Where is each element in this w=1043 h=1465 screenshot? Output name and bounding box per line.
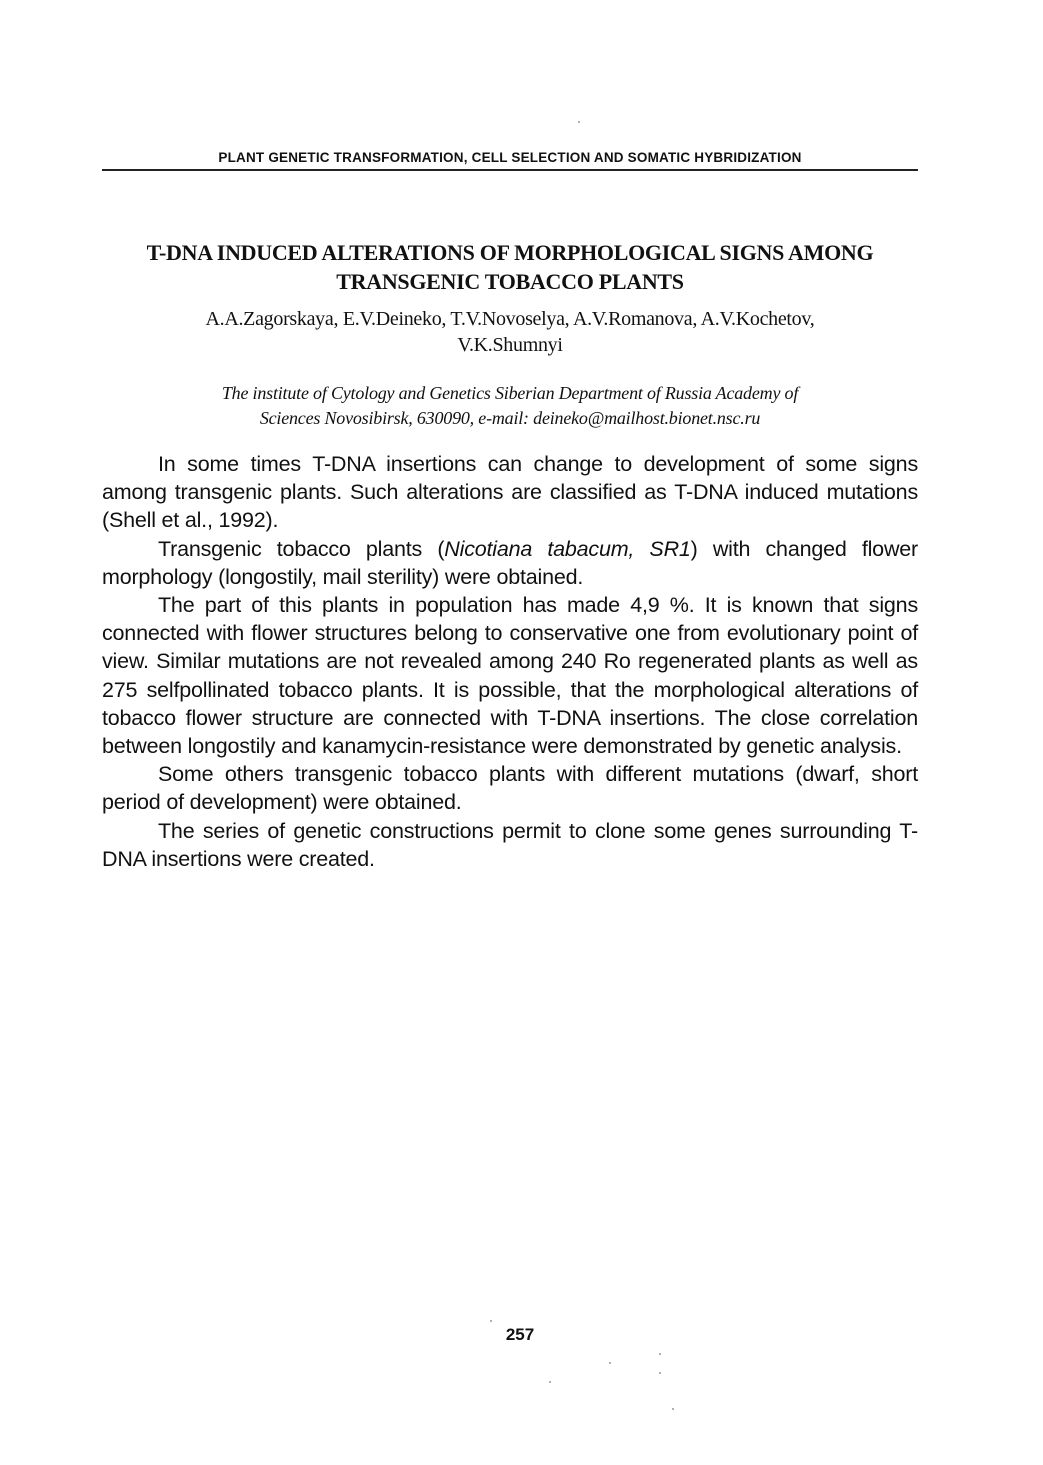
scan-speck xyxy=(609,1362,611,1364)
affiliation-line-2: Sciences Novosibirsk, 630090, e-mail: deineko@mailhost.bionet.nsc.ru xyxy=(259,408,761,428)
article-title xyxy=(102,238,918,296)
abstract-body xyxy=(102,450,918,873)
paragraph-2-start: Transgenic tobacco plants ( xyxy=(158,536,445,561)
scan-speck xyxy=(659,1353,661,1355)
scan-speck xyxy=(490,1320,492,1322)
paragraph-5: The series of genetic constructions permit to clone some genes surrounding T-DNA insertions were created. xyxy=(102,818,918,871)
affiliation xyxy=(102,381,918,431)
article-title-line-2: TRANSGENIC TOBACCO PLANTS xyxy=(336,269,684,294)
species-name: Nicotiana tabacum, SR1 xyxy=(444,536,691,561)
scan-speck xyxy=(549,1381,551,1383)
paragraph-4: Some others transgenic tobacco plants with different mutations (dwarf, short period of development) were obtained. xyxy=(102,762,918,815)
authors xyxy=(102,306,918,358)
paragraph-3: The part of this plants in population has made 4,9 %. It is known that signs connected with flower structures belong to conservative one from evolutionary point of view. Similar mutations are not revealed among 240 Ro regenerated plants as well as 275 selfpollinated tobacco plants. It is possible, that the morphological alterations of tobacco flower structure are connected with T-DNA insertions. The close correlation between longostily and kanamycin-resistance were demonstrated by genetic analysis. xyxy=(102,593,918,759)
running-head: PLANT GENETIC TRANSFORMATION, CELL SELECTION AND SOMATIC HYBRIDIZATION xyxy=(218,150,802,165)
authors-line-2: V.K.Shumnyi xyxy=(457,334,563,356)
affiliation-line-1: The institute of Cytology and Genetics Siberian Department of Russia Academy of xyxy=(221,383,799,403)
paragraph-2 xyxy=(102,535,918,591)
paragraph-2-end: ) with changed flower morphology (longostily, mail sterility) were obtained. xyxy=(102,536,918,589)
header-rule xyxy=(102,169,918,171)
authors-line-1: A.A.Zagorskaya, E.V.Deineko, T.V.Novoselya, A.V.Romanova, A.V.Kochetov, xyxy=(205,308,815,330)
paragraph-1: In some times T-DNA insertions can change to development of some signs among transgenic plants. Such alterations are classified as T-DNA induced mutations (Shell et al., 1992). xyxy=(102,452,918,533)
page-number: 257 xyxy=(505,1325,535,1344)
scan-speck xyxy=(672,1408,674,1410)
scan-speck xyxy=(578,121,580,123)
article-title-line-1: T-DNA INDUCED ALTERATIONS OF MORPHOLOGICAL SIGNS AMONG xyxy=(146,240,874,265)
scan-speck xyxy=(659,1372,661,1374)
